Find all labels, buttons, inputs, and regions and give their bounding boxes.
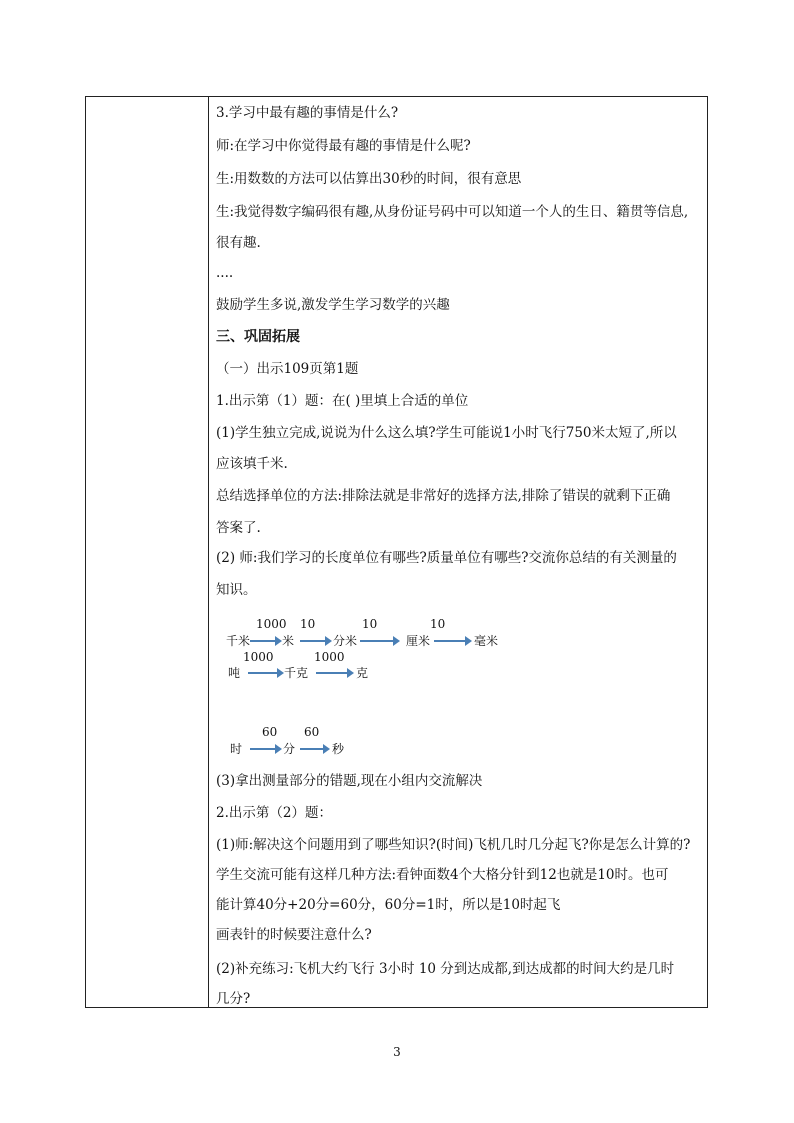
- rate-label: 1000: [243, 650, 274, 664]
- text-line: 2.出示第（2）题：: [216, 805, 332, 821]
- column-divider: [208, 97, 209, 1007]
- text-line: （一）出示109页第1题: [216, 361, 359, 377]
- rate-label: 1000: [256, 617, 287, 631]
- text-line: 几分?: [216, 991, 251, 1007]
- text-line: 学生交流可能有这样几种方法:看钟面数4个大格分针到12也就是10时。也可: [216, 867, 669, 883]
- text-line: 答案了.: [216, 520, 261, 536]
- section-heading: 三、巩固拓展: [216, 329, 300, 345]
- arrow-icon: [360, 636, 400, 646]
- arrow-icon: [250, 744, 282, 754]
- text-line: 能计算40分+20分=60分，60分=1时，所以是10时起飞: [216, 897, 561, 913]
- page-number: 3: [393, 1045, 401, 1059]
- arrow-icon: [248, 668, 284, 678]
- text-line: 画表针的时候要注意什么?: [216, 927, 372, 943]
- unit-label: 分米: [333, 634, 358, 648]
- text-line: (3)拿出测量部分的错题,现在小组内交流解决: [216, 773, 483, 789]
- unit-label: 厘米: [406, 634, 431, 648]
- text-line: 总结选择单位的方法:排除法就是非常好的选择方法,排除了错误的就剩下正确: [216, 488, 671, 504]
- arrow-icon: [434, 636, 472, 646]
- text-line: 鼓励学生多说,激发学生学习数学的兴趣: [216, 297, 450, 313]
- rate-label: 10: [362, 617, 378, 631]
- text-line: 1.出示第（1）题：在( )里填上合适的单位: [216, 393, 469, 409]
- text-line: 生:用数数的方法可以估算出30秒的时间，很有意思: [216, 171, 522, 187]
- unit-label: 千克: [284, 666, 309, 680]
- text-line: (1)师:解决这个问题用到了哪些知识?(时间)飞机几时几分起飞?你是怎么计算的?: [216, 837, 691, 853]
- rate-label: 10: [300, 617, 316, 631]
- text-line: (1)学生独立完成,说说为什么这么填?学生可能说1小时飞行750米太短了,所以: [216, 425, 677, 441]
- text-line: (2)补充练习:飞机大约飞行 3小时 10 分到达成都,到达成都的时间大约是几时: [216, 961, 675, 977]
- arrow-icon: [300, 744, 330, 754]
- unit-label: 克: [356, 666, 369, 680]
- text-line: 3.学习中最有趣的事情是什么?: [216, 105, 399, 121]
- text-line: 应该填千米.: [216, 456, 288, 472]
- unit-label: 吨: [228, 666, 241, 680]
- text-line: 知识。: [216, 582, 257, 598]
- arrow-icon: [300, 636, 332, 646]
- rate-label: 60: [262, 725, 278, 739]
- unit-label: 时: [230, 742, 243, 756]
- unit-label: 分: [283, 742, 296, 756]
- rate-label: 60: [304, 725, 320, 739]
- text-line: (2) 师:我们学习的长度单位有哪些?质量单位有哪些?交流你总结的有关测量的: [216, 550, 677, 566]
- unit-label: 米: [282, 634, 295, 648]
- arrow-icon: [250, 636, 282, 646]
- unit-label: 秒: [332, 742, 345, 756]
- text-line: ....: [216, 265, 234, 281]
- rate-label: 10: [430, 617, 446, 631]
- lesson-table: [85, 96, 708, 1008]
- text-line: 很有趣.: [216, 235, 261, 251]
- rate-label: 1000: [314, 650, 345, 664]
- arrow-icon: [316, 668, 354, 678]
- unit-label: 毫米: [474, 634, 499, 648]
- text-line: 师:在学习中你觉得最有趣的事情是什么呢?: [216, 138, 471, 154]
- unit-label: 千米: [226, 634, 251, 648]
- text-line: 生:我觉得数字编码很有趣,从身份证号码中可以知道一个人的生日、籍贯等信息,: [216, 204, 689, 220]
